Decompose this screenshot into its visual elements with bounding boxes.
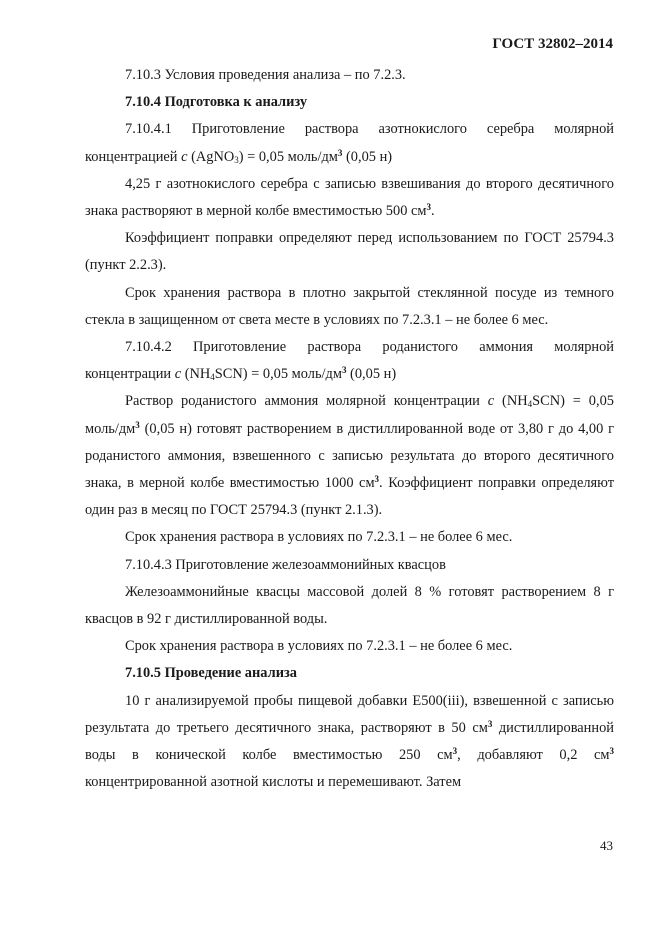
paragraph-storage-2: Срок хранения раствора в условиях по 7.2.3.1 – не более 6 мес. <box>125 529 513 546</box>
paragraph-alum-title: 7.10.4.3 Приготовление железоаммонийных квасцов <box>125 556 446 573</box>
text: . <box>431 203 435 220</box>
text: . Коэффициент поправки определяют один раз в месяц по ГОСТ 25794.3 (пункт 2.1.3). <box>85 475 614 519</box>
superscript: 3 <box>452 746 458 757</box>
text: 7.10.4.2 Приготовление раствора роданистого аммония молярной концентрации <box>85 339 614 383</box>
page-number: 43 <box>600 838 613 853</box>
text: SCN) = 0,05 моль/дм <box>214 366 342 383</box>
text: 10 г анализируемой пробы пищевой добавки Е500(iii), взвешенной с записью результата до третьего десятичного знака, растворяют в 50 см <box>85 692 614 736</box>
text: (0,05 н) готовят растворением в дистиллированной воде от 3,80 г до 4,00 г роданистого аммония, взвешенного с записью результата до второго десятичного знака, в мерной колбе вместимостью 1000 см <box>85 420 614 492</box>
paragraph-ammonium-title <box>85 334 614 388</box>
text: 7.10.4.1 Приготовление раствора азотнокислого серебра молярной концентрацией <box>85 121 614 165</box>
subscript: 4 <box>210 372 215 383</box>
text: SCN) = 0,05 моль/дм <box>85 393 614 437</box>
paragraph-silver-nitrate-title <box>85 116 614 170</box>
symbol-c: c <box>487 393 495 410</box>
text: (NH <box>494 393 528 410</box>
superscript: 3 <box>426 202 431 213</box>
superscript: 3 <box>487 718 493 729</box>
superscript: 3 <box>609 746 614 757</box>
subscript: 3 <box>234 154 239 165</box>
section-heading-preparation: 7.10.4 Подготовка к анализу <box>125 94 308 111</box>
paragraph-storage-3: Срок хранения раствора в условиях по 7.2.3.1 – не более 6 мес. <box>125 638 513 655</box>
paragraph-conditions: 7.10.3 Условия проведения анализа – по 7.2.3. <box>125 67 406 83</box>
paragraph-correction-factor: Коэффициент поправки определяют перед использованием по ГОСТ 25794.3 (пункт 2.2.3). <box>85 230 614 274</box>
superscript: 3 <box>374 474 380 485</box>
paragraph-storage-1: Срок хранения раствора в плотно закрытой стеклянной посуде из темного стекла в защищенном от света месте в условиях по 7.2.3.1 – не более 6 мес. <box>85 284 614 328</box>
text: концентрированной азотной кислоты и перемешивают. Затем <box>85 774 462 791</box>
text: Раствор роданистого аммония молярной концентрации <box>125 393 488 410</box>
superscript: 3 <box>341 365 347 376</box>
superscript: 3 <box>337 147 343 158</box>
paragraph-alum-prep: Железоаммонийные квасцы массовой долей 8 % готовят растворением 8 г квасцов в 92 г дистиллированной воды. <box>85 583 614 628</box>
text: дистиллированной воды в конической колбе вместимостью 250 см <box>85 719 614 764</box>
section-heading-analysis: 7.10.5 Проведение анализа <box>125 665 297 682</box>
text: , добавляют 0,2 см <box>457 747 610 764</box>
text: (NH <box>181 366 211 383</box>
text: 4,25 г азотнокислого серебра с записью взвешивания до второго десятичного знака растворяют в мерной колбе вместимостью 500 см <box>85 175 614 220</box>
paragraph-analysis <box>85 688 614 797</box>
text: (0,05 н) <box>342 148 393 165</box>
paragraph-ammonium-prep <box>85 388 614 524</box>
symbol-c: c <box>181 148 188 165</box>
text: (AgNO <box>187 148 235 165</box>
document-body <box>85 62 614 796</box>
text: (0,05 н) <box>346 366 397 383</box>
symbol-c: c <box>174 366 182 383</box>
superscript: 3 <box>135 419 140 430</box>
text: ) = 0,05 моль/дм <box>238 148 338 165</box>
subscript: 4 <box>527 399 533 410</box>
standard-header: ГОСТ 32802–2014 <box>492 36 613 52</box>
paragraph-silver-nitrate-prep <box>85 171 614 225</box>
